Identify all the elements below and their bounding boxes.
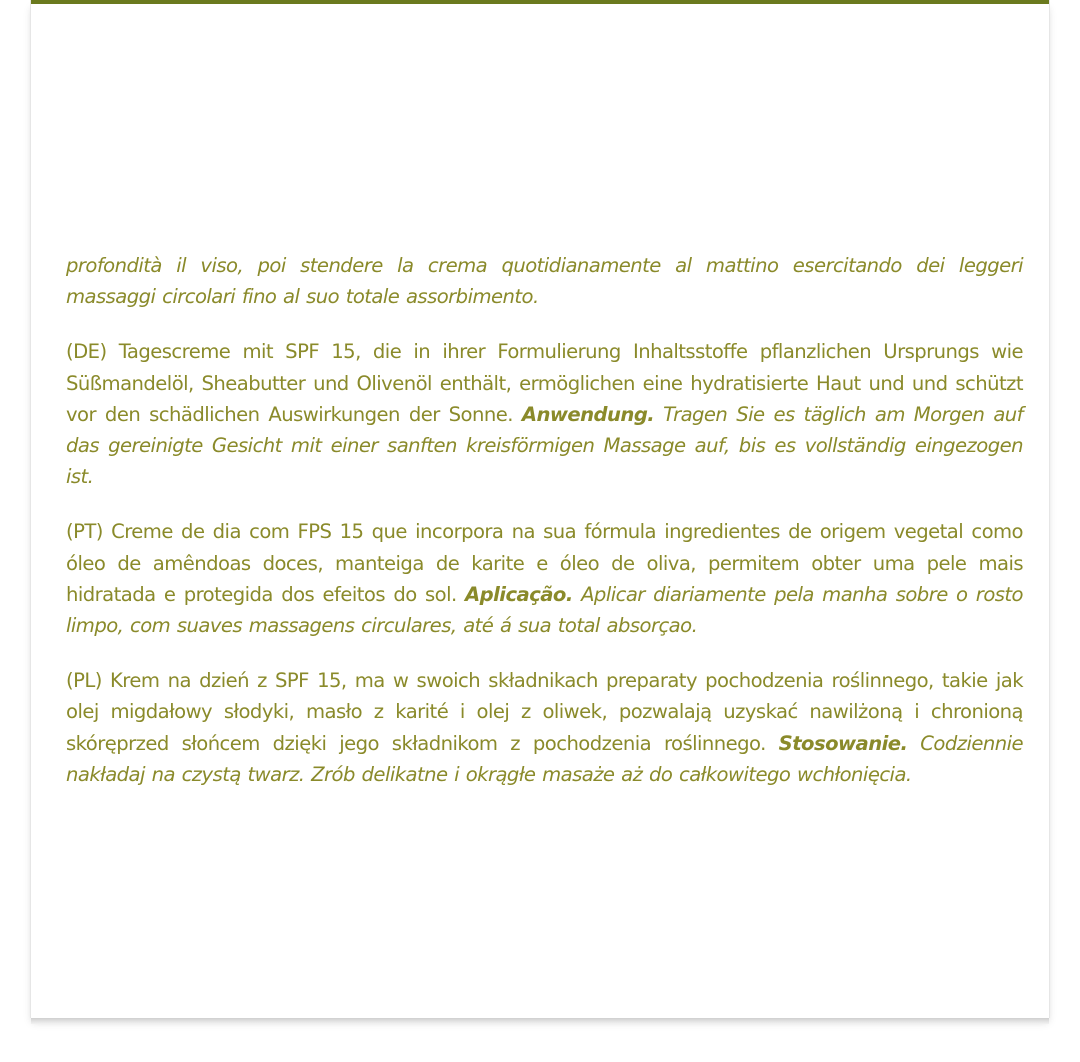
box-bottom-edge (31, 1018, 1049, 1024)
german-usage-heading: Anwendung. (521, 402, 655, 426)
german-paragraph (66, 336, 1023, 492)
italian-usage-text: profondità il viso, poi stendere la crema quotidianamente al mattino esercitando dei leggeri massaggi circolari fino al suo totale assorbimento. (66, 254, 1023, 309)
german-usage-text: Tragen Sie es täglich am Morgen auf das gereinigte Gesicht mit einer sanften kreisförmigen Massage auf, bis es vollständig eingezogen ist. (66, 402, 1023, 489)
polish-paragraph (66, 665, 1023, 790)
portuguese-body: (PT) Creme de dia com FPS 15 que incorpora na sua fórmula ingredientes de origem vegetal como óleo de amêndoas doces, manteiga de karite e óleo de oliva, permitem obter uma pele mais hidratada e protegida dos efeitos do sol. (66, 520, 1023, 606)
product-box-label (30, 0, 1050, 1018)
polish-body: (PL) Krem na dzień z SPF 15, ma w swoich składnikach preparaty pochodzenia roślinnego, takie jak olej migdałowy słodyki, masło z karité i olej z oliwek, pozwalają uzyskać nawilżoną i chronioną skóręprzed słońcem dzięki jego składnikom z pochodzenia roślinnego. (66, 669, 1023, 755)
polish-usage-text: Codziennie nakładaj na czystą twarz. Zrób delikatne i okrągłe masaże aż do całkowitego wchłonięcia. (66, 731, 1023, 786)
italian-usage-paragraph (66, 250, 1023, 312)
german-body: (DE) Tagescreme mit SPF 15, die in ihrer Formulierung Inhaltsstoffe pflanzlichen Ursprungs wie Süßmandelöl, Sheabutter und Olivenöl enthält, ermöglichen eine hydratisierte Haut und und schützt vor den schädlichen Auswirkungen der Sonne. (66, 340, 1023, 426)
portuguese-usage-text: Aplicar diariamente pela manha sobre o rosto limpo, com suaves massagens circulares, até á sua total absorçao. (66, 582, 1023, 638)
top-green-rule (31, 0, 1049, 4)
portuguese-paragraph (66, 516, 1023, 641)
label-text-block (66, 250, 1023, 814)
portuguese-usage-heading: Aplicação. (465, 582, 573, 606)
polish-usage-heading: Stosowanie. (778, 731, 908, 755)
